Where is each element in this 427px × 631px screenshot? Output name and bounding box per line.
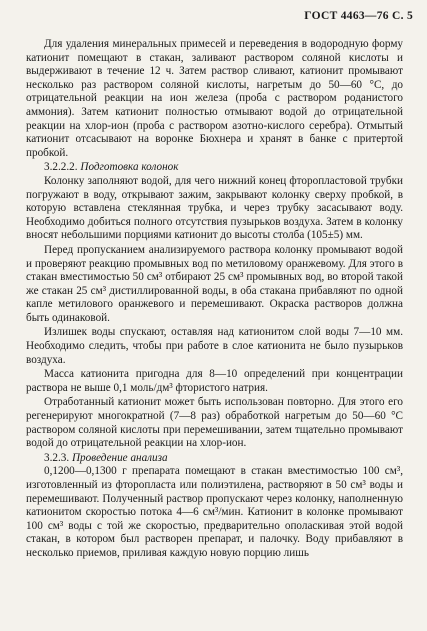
- paragraph: Колонку заполняют водой, для чего нижний конец фторопластовой трубки погружают в воду, открывают зажим, закрывают колонку сверху пробкой, в которую вставлена стеклянная трубка, и через трубку засасывают воду. Необходимо добиться полного отсутствия пузырьков воздуха. Затем в колонку вносят небольшими порциями катионит до высоты столба (105±5) мм.: [26, 174, 403, 242]
- paragraph: 0,1200—0,1300 г препарата помещают в стакан вместимостью 100 см³, изготовленный из фторопласта или полиэтилена, растворяют в 50 см³ воды и перемешивают. Полученный раствор пропускают через колонку, наполненную катионитом скоростью потока 4—6 см³/мин. Катионит в колонке промывают 100 см³ воды с той же скоростью, предварительно ополаскивая этой водой стакан, в котором был растворен препарат, и палочку. Воду прибавляют в несколько приемов, приливая каждую новую порцию лишь: [26, 465, 403, 559]
- paragraph: Для удаления минеральных примесей и переведения в водородную форму катионит помещают в стакан, заливают раствором соляной кислоты и выдерживают в течение 12 ч. Затем раствор сливают, катионит промывают несколько раз раствором соляной кислоты, нагретым до 50—60 °С, до отрицательной реакции на ион железа (проба с раствором роданистого аммония). Затем катионит полностью отмывают водой до отрицательной реакции на хлор-ион (проба с раствором азотно-кислого серебра). Отмытый катионит отсасывают на воронке Бюхнера и хранят в банке с притертой пробкой.: [26, 38, 403, 159]
- section-title: Подготовка колонок: [80, 161, 179, 174]
- paragraph: Излишек воды спускают, оставляя над катионитом слой воды 7—10 мм. Необходимо следить, чтобы при работе в слое катионита не было пузырьков воздуха.: [26, 326, 403, 366]
- section-title: Проведение анализа: [71, 451, 168, 464]
- page-header: ГОСТ 4463—76 С. 5: [304, 10, 413, 22]
- paragraph: Масса катионита пригодна для 8—10 определений при концентрации раствора не выше 0,1 моль/дм³ фтористого натрия.: [26, 368, 403, 394]
- section-number: 3.2.3.: [44, 451, 70, 464]
- paragraph: Перед пропусканием анализируемого раствора колонку промывают водой и проверяют реакцию промывных вод по метиловому оранжевому. Для этого в стакан вместимостью 50 см³ отбирают 25 см³ промывных вод, во второй такой же стакан 25 см³ дистиллированной воды, в оба стакана прибавляют по одной капле метилового оранжевого и перемешивают. Окраска растворов должна быть одинаковой.: [26, 243, 403, 324]
- section-number: 3.2.2.2.: [44, 161, 78, 174]
- paragraph: Отработанный катионит может быть использован повторно. Для этого его регенерируют многократной (7—8 раз) обработкой нагретым до 50—60 °С раствором соляной кислоты при перемешивании, затем тщательно промывают водой до отрицательной реакции на хлор-ион.: [26, 396, 403, 450]
- section-heading: [26, 161, 403, 175]
- section-heading: [26, 452, 403, 466]
- document-body: [26, 38, 403, 562]
